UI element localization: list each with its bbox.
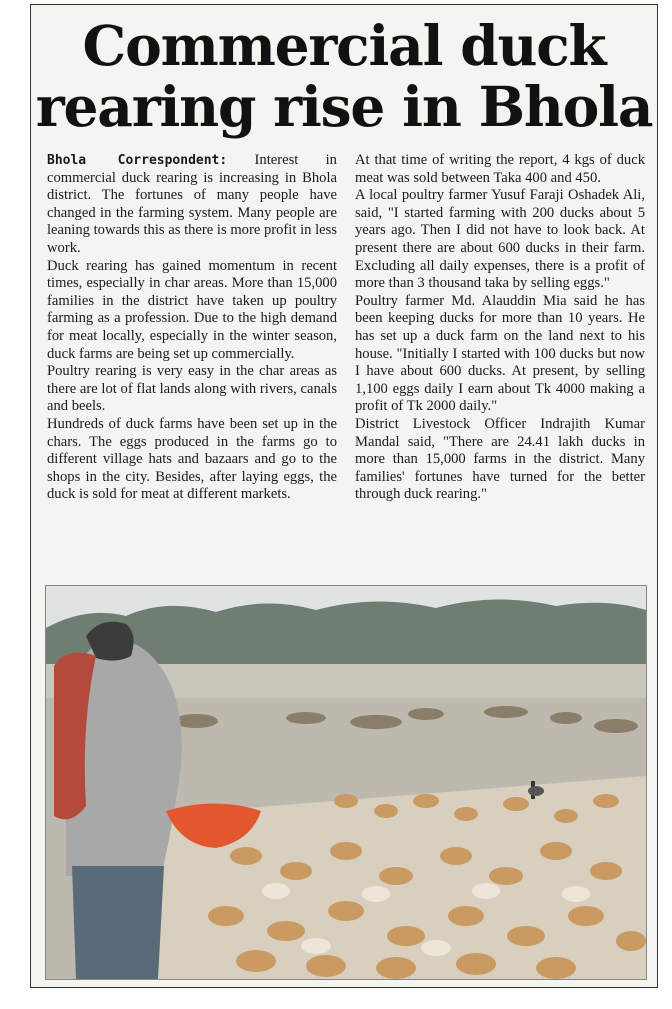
headline-line-1: Commercial duck — [82, 13, 606, 78]
paragraph: Poultry farmer Md. Alauddin Mia said he has been keeping ducks for more than 10 years. He has set up a duck farm on the land next to his house. "Initially I started with 100 ducks but now I have about 600 ducks. At present, by selling 1,100 eggs daily I earn about Tk 4000 making a profit of Tk 2000 daily." — [355, 292, 645, 415]
headline-line-2: rearing rise in Bhola — [35, 74, 653, 139]
paragraph — [47, 152, 337, 258]
duck-farm-photo — [46, 586, 646, 979]
article-column-right — [355, 152, 645, 504]
paragraph: At that time of writing the report, 4 kgs of duck meat was sold between Taka 400 and 450. — [355, 152, 645, 186]
paragraph: A local poultry farmer Yusuf Faraji Oshadek Ali, said, "I started farming with 200 ducks about 5 years ago. Then I did not have to look back. At present there are about 600 ducks in their farm. Excluding all daily expenses, there is a profit of more than 3 thousand taka by selling eggs." — [355, 187, 645, 292]
paragraph: Hundreds of duck farms have been set up in the chars. The eggs produced in the farms go to different village hats and bazaars and go to the shops in the city. Besides, after laying eggs, the duck is sold for meat at different markets. — [47, 415, 337, 503]
headline — [31, 15, 657, 137]
article-photo — [45, 585, 647, 980]
byline: Bhola Correspondent: — [47, 153, 228, 168]
paragraph-text: Interest in commercial duck rearing is increasing in Bhola district. The fortunes of many people have changed in the farming system. Many people are leaning towards this as there is more profit in less work. — [47, 152, 337, 256]
paragraph: Poultry rearing is very easy in the char areas as there are lot of flat lands along with rivers, canals and beels. — [47, 363, 337, 415]
article-column-left — [47, 152, 337, 504]
paragraph: District Livestock Officer Indrajith Kumar Mandal said, "There are 24.41 lakh ducks in more than 15,000 farms in the district. Many families' fortunes have turned for the better through duck rearing." — [355, 415, 645, 503]
news-clipping — [30, 4, 658, 988]
paragraph: Duck rearing has gained momentum in recent times, especially in char areas. More than 15,000 families in the district have taken up poultry farming as a profession. Due to the high demand for meat locally, especially in the winter season, duck farms are being set up commercially. — [47, 257, 337, 362]
